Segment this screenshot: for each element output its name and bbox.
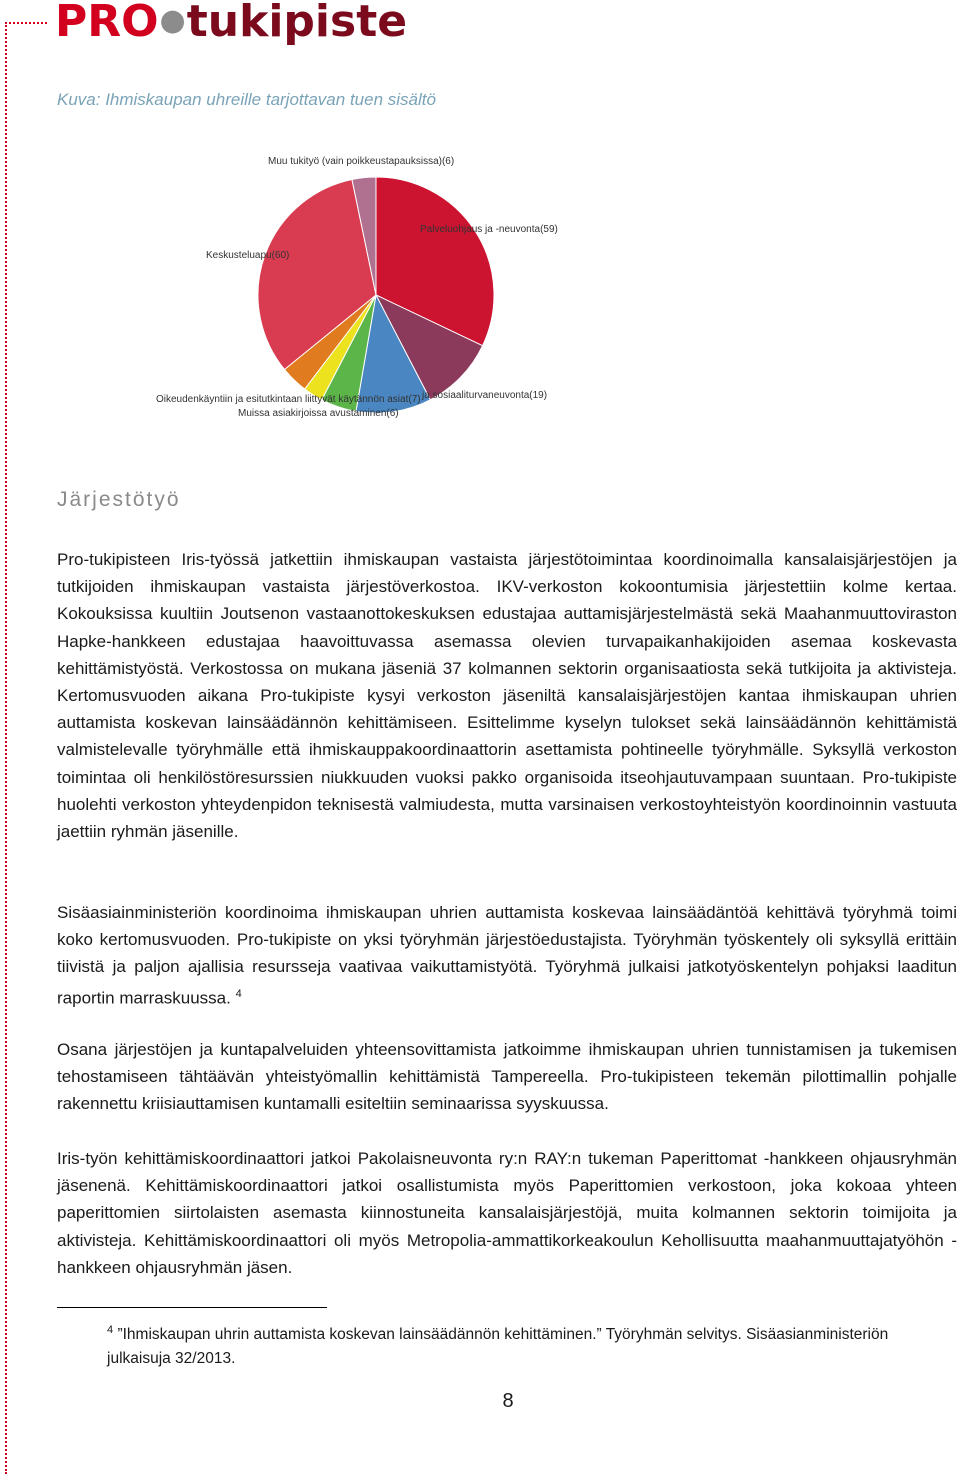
pie-label-2: Palveluohjaus ja -neuvonta(59) [420, 224, 558, 235]
pro-tukipiste-logo [55, 0, 407, 55]
footnote-separator [57, 1307, 327, 1308]
page-number: 8 [502, 1390, 514, 1412]
footnote [107, 1318, 937, 1371]
logo-pro-text: PRO [55, 0, 159, 47]
logo-tukipiste-text: tukipiste [186, 0, 408, 47]
paragraph-network: Pro-tukipisteen Iris-työssä jatkettiin ihmiskaupan vastaista järjestötoimintaa koordinoimalla kansalaisjärjestöjen ja tutkijoiden ihmiskaupan vastaista järjestöverkostoa. IKV-verkoston kokoontumisia järjestettiin kolme kertaa. Kokouksissa kuultiin Joutsenon vastaanottokeskuksen edustajaa auttamisjärjestelmästä sekä Maahanmuuttoviraston Hapke-hankkeen edustajaa haavoittuvassa asemassa olevien turvapaikanhakijoiden asemaa koskevasta kehittämistyöstä. Verkostossa on mukana jäseniä 37 kolmannen sektorin organisaatiosta sekä tutkijoita ja aktivisteja. Kertomusvuoden aikana Pro-tukipiste kysyi verkoston jäseniltä kansalaisjärjestöjen kantaa ihmiskaupan uhrien auttamista koskevan lainsäädännön kehittämiseen. Esittelimme kyselyn tulokset sekä lainsäädännön kehittämistä valmistelevalle työryhmälle että ihmiskauppakoordinaattorin asettamista pohtineelle työryhmälle. Syksyllä verkoston toimintaa oli henkilöstöresurssien niukkuuden vuoksi pakko organisoida itseohjautuvampaan suuntaan. Pro-tukipiste huolehti verkoston yhteydenpidon teknisestä valmiudesta, mutta varsinaisen verkostoyhteistyön koordinoinnin vastuuta jaettiin ryhmän jäsenille. [57, 550, 957, 842]
pie-label-3: Keskusteluapu(60) [206, 250, 290, 261]
paragraph-working-group [57, 899, 957, 1011]
support-content-pie-chart [150, 140, 570, 420]
pie-label-6: Muissa asiakirjoissa avustaminen(6) [238, 408, 399, 419]
pie-label-4: Oikeudenkäyntiin ja esitutkintaan liittyvät käytännön asiat(7) [156, 394, 421, 405]
header-dotted-rule [5, 22, 47, 24]
pie-label-1: Muu tukityö (vain poikkeustapauksissa)(6) [268, 156, 455, 167]
paragraph-working-group-text: Sisäasiainministeriön koordinoima ihmiskaupan uhrien auttamista koskevaa lainsäädäntöä kehittävä työryhmä toimi koko kertomusvuoden. Pro-tukipiste on yksi työryhmän järjestöedustajista. Työryhmän työskentely oli syksyllä erittäin tiivistä ja paljon ajallisia resursseja vaativaa vaikuttamistyötä. Työryhmä julkaisi jatkotyöskentelyn pohjaksi laaditun raportin marraskuussa. [57, 903, 957, 1008]
paragraph-tampere-model: Osana järjestöjen ja kuntapalveluiden yhteensovittamista jatkoimme ihmiskaupan uhrien tunnistamisen ja tukemisen tehostamiseen tähtäävän yhteistyömallin kehittämistä Tampereella. Pro-tukipisteen tekemän pilottimallin pohjalle rakennettu kriisiauttamisen kuntamalli esiteltiin seminaarissa syyskuussa. [57, 1040, 957, 1114]
section-title: Järjestötyö [57, 488, 181, 511]
figure-caption: Kuva: Ihmiskaupan uhreille tarjottavan tuen sisältö [57, 90, 436, 109]
paragraph-paperittomat: Iris-työn kehittämiskoordinaattori jatkoi Pakolaisneuvonta ry:n RAY:n tukeman Paperittomat -hankkeen ohjausryhmän jäsenenä. Kehittämiskoordinaattori jatkoi osallistumista myös Paperittomien verkostoon, joka kokoaa yhteen paperittomien siirtolaisten asemasta kiinnostuneita kansalaisjärjestöjä, muita kolmannen sektorin toimijoita ja aktivisteja. Kehittämiskoordinaattori oli myös Metropolia-ammattikorkeakoulun Kehollisuutta maahanmuuttajatyöhön -hankkeen ohjausryhmän jäsen. [57, 1149, 957, 1277]
pie-label-5: ja sosiaaliturvaneuvonta(19) [422, 390, 548, 401]
margin-dotted-rule [5, 22, 7, 1474]
logo-dot-icon: ● [159, 3, 186, 38]
footnote-text: ”Ihmiskaupan uhrin auttamista koskevan lainsäädännön kehittäminen.” Työryhmän selvitys. Sisäasianministeriön julkaisuja 32/2013. [107, 1326, 889, 1368]
footnote-reference: 4 [235, 987, 242, 1000]
footnote-number: 4 [107, 1324, 114, 1336]
